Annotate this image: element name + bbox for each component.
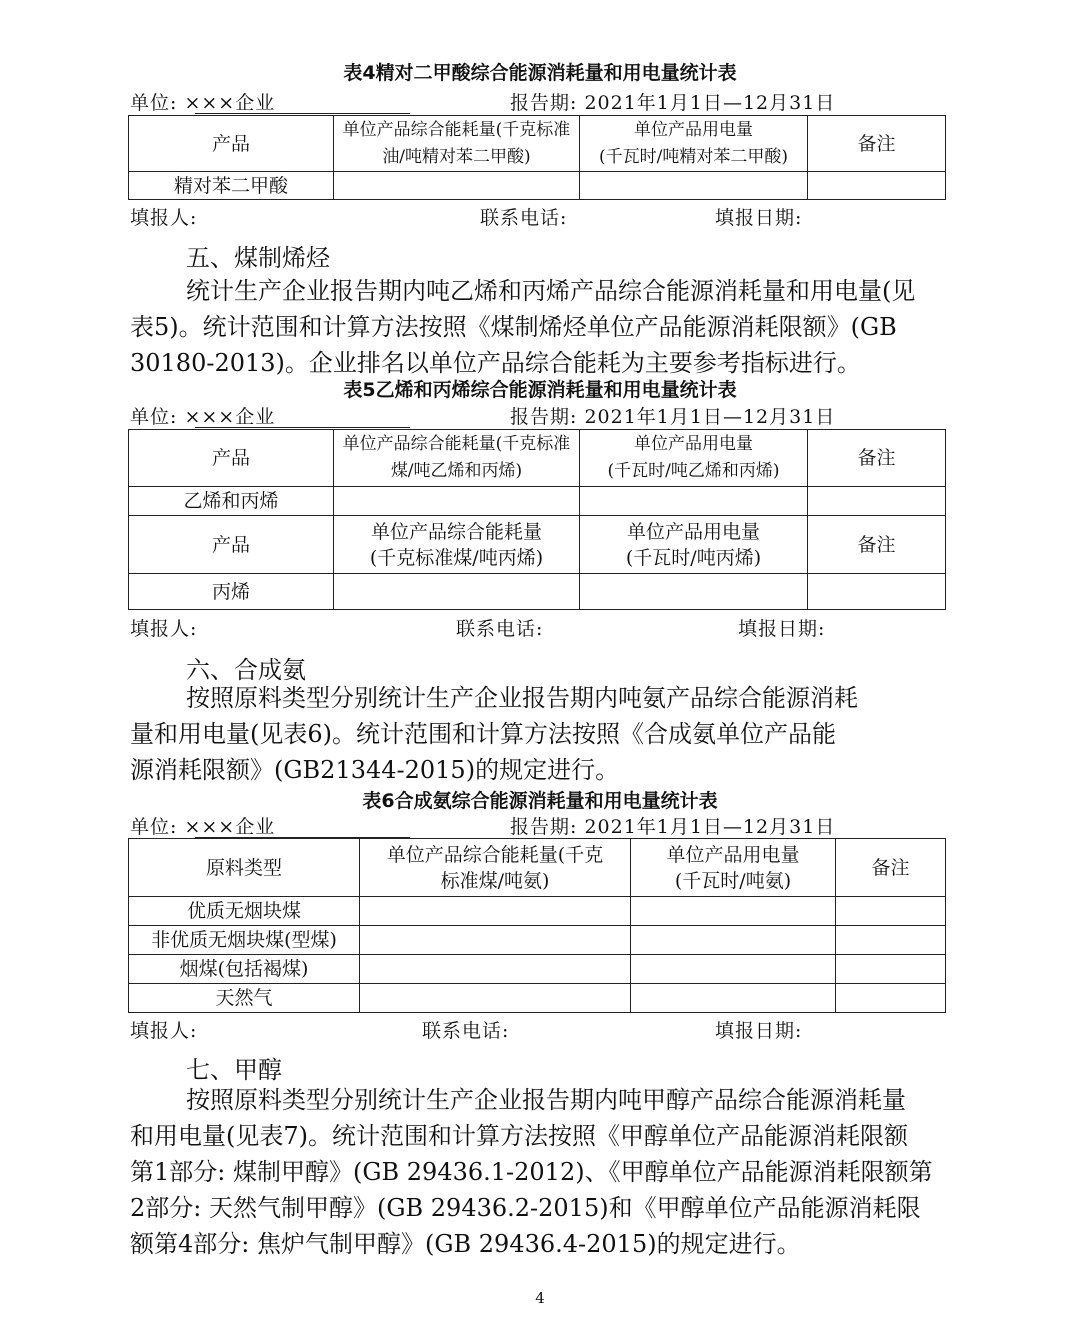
table5-header-note: 备注: [808, 430, 946, 487]
section5-heading: 五、煤制烯烃: [186, 244, 330, 272]
table6-caption: 表6合成氨综合能源消耗量和用电量统计表: [362, 790, 718, 812]
table4-unit: 单位: ×××企业: [130, 92, 276, 114]
table5-cell: [334, 574, 580, 610]
section7-heading: 七、甲醇: [186, 1056, 282, 1084]
paragraph-line: 统计生产企业报告期内吨乙烯和丙烯产品综合能源消耗量和用电量(见: [186, 277, 916, 305]
paragraph-line: 和用电量(见表7)。统计范围和计算方法按照《甲醇单位产品能源消耗限额: [130, 1122, 908, 1150]
table4-header-product: 产品: [129, 116, 334, 172]
table5-cell: [808, 574, 946, 610]
table6-row-material: 天然气: [129, 984, 360, 1013]
paragraph-line: 额第4部分: 焦炉气制甲醇》(GB 29436.4-2015)的规定进行。: [130, 1230, 801, 1258]
table6-row-material: 非优质无烟块煤(型煤): [129, 926, 360, 955]
table5-unit: 单位: ×××企业: [130, 406, 276, 428]
table6-header-material: 原料类型: [129, 839, 360, 897]
table5-subheader-power: 单位产品用电量 (千瓦时/吨丙烯): [580, 516, 808, 574]
table5-row-ethylene-propylene: 乙烯和丙烯: [129, 487, 334, 516]
table5-caption: 表5乙烯和丙烯综合能源消耗量和用电量统计表: [343, 379, 737, 401]
section7-paragraph: [130, 1082, 952, 1262]
table6-date: 填报日期:: [715, 1020, 803, 1042]
table6: [128, 838, 946, 1013]
table4-cell-note: [808, 172, 946, 200]
paragraph-line: 源消耗限额》(GB21344-2015)的规定进行。: [130, 756, 620, 784]
section6-paragraph: [130, 680, 952, 788]
table6-cell: [360, 984, 631, 1013]
table4-header-power: 单位产品用电量 (千瓦时/吨精对苯二甲酸): [580, 116, 808, 172]
table6-cell: [631, 926, 836, 955]
table4-date: 填报日期:: [715, 207, 803, 229]
paragraph-line: 量和用电量(见表6)。统计范围和计算方法按照《合成氨单位产品能: [130, 720, 836, 748]
page-number: 4: [535, 1289, 545, 1307]
table5-cell: [580, 487, 808, 516]
table5-filler: 填报人:: [130, 618, 198, 640]
table6-cell: [836, 984, 946, 1013]
paragraph-line: 表5)。统计范围和计算方法按照《煤制烯烃单位产品能源消耗限额》(GB: [130, 313, 897, 341]
section5-paragraph: [130, 273, 952, 381]
table5: [128, 429, 946, 610]
table4-unit-underline: [195, 113, 410, 114]
paragraph-line: 按照原料类型分别统计生产企业报告期内吨甲醇产品综合能源消耗量: [186, 1086, 906, 1114]
table4-row-product: 精对苯二甲酸: [129, 172, 334, 200]
table6-cell: [836, 897, 946, 926]
table6-unit: 单位: ×××企业: [130, 816, 276, 838]
table4: [128, 115, 946, 200]
table5-header-energy: 单位产品综合能耗量(千克标准 煤/吨乙烯和丙烯): [334, 430, 580, 487]
table5-unit-underline: [195, 427, 410, 428]
table6-cell: [360, 897, 631, 926]
table4-cell-power: [580, 172, 808, 200]
table4-header-energy: 单位产品综合能耗量(千克标准 油/吨精对苯二甲酸): [334, 116, 580, 172]
table6-cell: [631, 984, 836, 1013]
paragraph-line: 2部分: 天然气制甲醇》(GB 29436.2-2015)和《甲醇单位产品能源消耗限: [130, 1194, 921, 1222]
table6-filler: 填报人:: [130, 1020, 198, 1042]
table5-cell: [580, 574, 808, 610]
table5-subheader-product: 产品: [129, 516, 334, 574]
table5-row-propylene: 丙烯: [129, 574, 334, 610]
table6-cell: [631, 955, 836, 984]
table5-period: 报告期: 2021年1月1日—12月31日: [510, 406, 836, 428]
table6-cell: [836, 926, 946, 955]
table5-header-product: 产品: [129, 430, 334, 487]
table5-date: 填报日期:: [738, 618, 826, 640]
table6-header-note: 备注: [836, 839, 946, 897]
table4-period: 报告期: 2021年1月1日—12月31日: [510, 92, 836, 114]
table5-cell: [334, 487, 580, 516]
table6-cell: [631, 897, 836, 926]
table4-caption: 表4精对二甲酸综合能源消耗量和用电量统计表: [343, 62, 737, 84]
table5-phone: 联系电话:: [456, 618, 544, 640]
table6-row-material: 烟煤(包括褐煤): [129, 955, 360, 984]
table5-cell: [808, 487, 946, 516]
table6-header-power: 单位产品用电量 (千瓦时/吨氨): [631, 839, 836, 897]
table6-period: 报告期: 2021年1月1日—12月31日: [510, 816, 836, 838]
table4-cell-energy: [334, 172, 580, 200]
table5-subheader-note: 备注: [808, 516, 946, 574]
table6-row-material: 优质无烟块煤: [129, 897, 360, 926]
table6-header-energy: 单位产品综合能耗量(千克 标准煤/吨氨): [360, 839, 631, 897]
paragraph-line: 第1部分: 煤制甲醇》(GB 29436.1-2012)、《甲醇单位产品能源消耗限额第: [130, 1158, 933, 1186]
table6-cell: [836, 955, 946, 984]
table6-phone: 联系电话:: [422, 1020, 510, 1042]
table5-subheader-energy: 单位产品综合能耗量 (千克标准煤/吨丙烯): [334, 516, 580, 574]
table5-header-power: 单位产品用电量 (千瓦时/吨乙烯和丙烯): [580, 430, 808, 487]
table4-filler: 填报人:: [130, 207, 198, 229]
paragraph-line: 按照原料类型分别统计生产企业报告期内吨氨产品综合能源消耗: [186, 684, 858, 712]
section6-heading: 六、合成氨: [186, 656, 306, 684]
paragraph-line: 30180-2013)。企业排名以单位产品综合能耗为主要参考指标进行。: [130, 349, 861, 377]
table4-header-note: 备注: [808, 116, 946, 172]
table6-cell: [360, 926, 631, 955]
table4-phone: 联系电话:: [480, 207, 568, 229]
table6-cell: [360, 955, 631, 984]
